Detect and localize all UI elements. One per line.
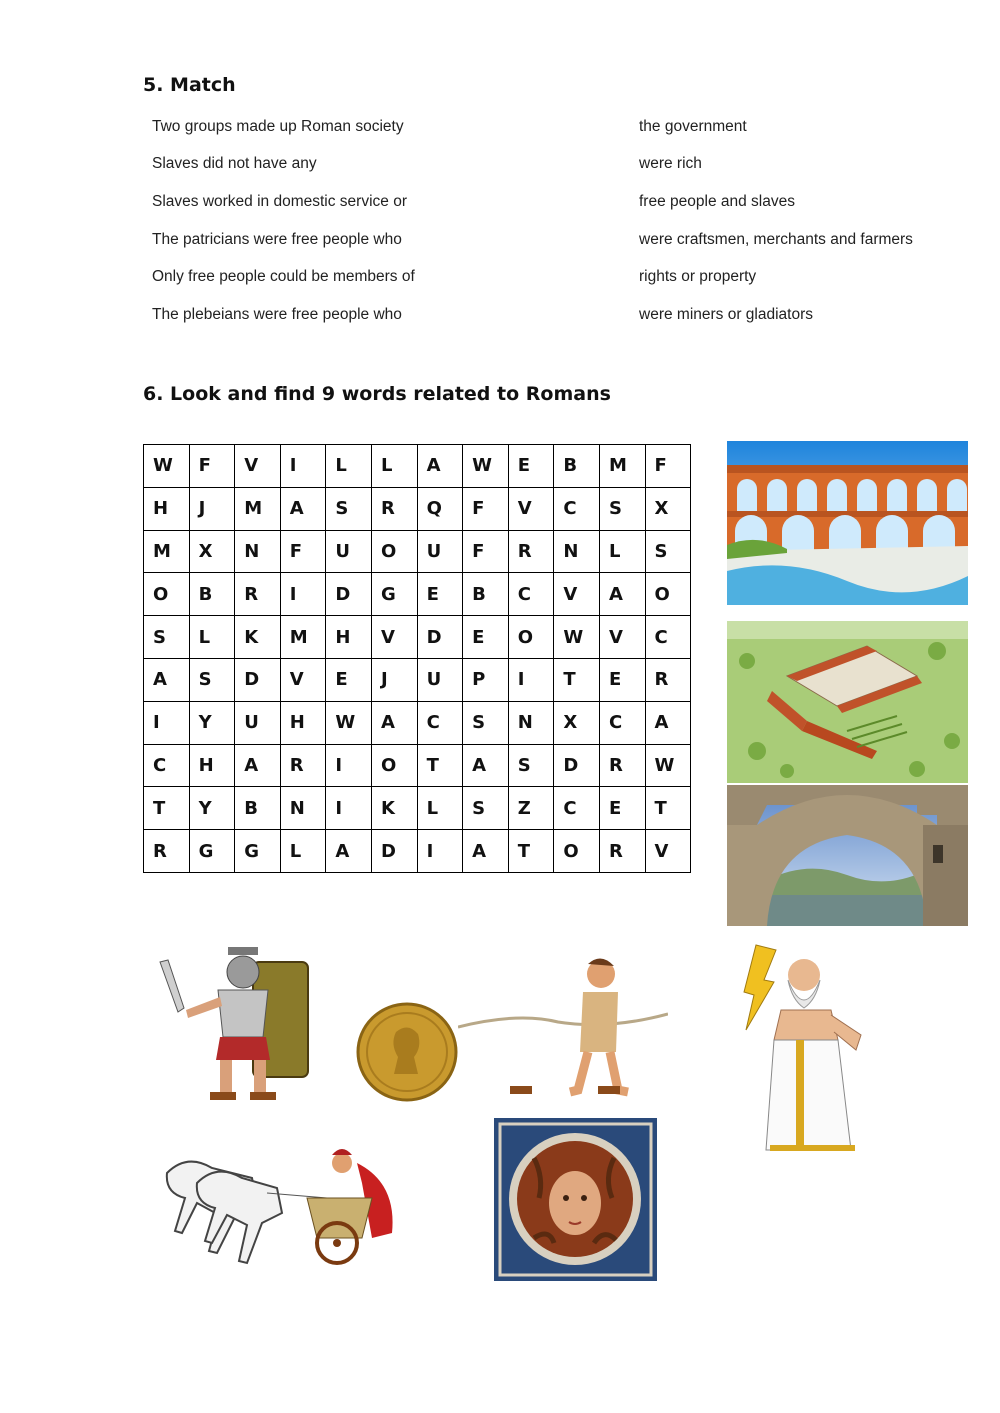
grid-row xyxy=(144,744,691,787)
grid-cell: G xyxy=(371,573,417,616)
grid-cell: V xyxy=(645,830,691,873)
grid-cell: S xyxy=(189,658,235,701)
grid-cell: E xyxy=(463,616,509,659)
grid-cell: A xyxy=(463,744,509,787)
grid-cell: X xyxy=(189,530,235,573)
grid-cell: L xyxy=(189,616,235,659)
match-right-item: free people and slaves xyxy=(639,193,795,210)
mosaic-image xyxy=(494,1118,657,1281)
grid-cell: I xyxy=(280,445,326,488)
grid-cell: F xyxy=(463,487,509,530)
grid-cell: C xyxy=(645,616,691,659)
grid-cell: X xyxy=(554,701,600,744)
grid-cell: J xyxy=(189,487,235,530)
grid-cell: V xyxy=(599,616,645,659)
grid-cell: V xyxy=(554,573,600,616)
grid-cell: S xyxy=(144,616,190,659)
grid-cell: F xyxy=(280,530,326,573)
grid-row xyxy=(144,530,691,573)
grid-cell: I xyxy=(326,744,372,787)
grid-cell: T xyxy=(554,658,600,701)
grid-cell: R xyxy=(235,573,281,616)
grid-cell: J xyxy=(371,658,417,701)
roman-bridge-image xyxy=(727,785,968,926)
grid-cell: V xyxy=(508,487,554,530)
grid-cell: C xyxy=(144,744,190,787)
grid-cell: V xyxy=(371,616,417,659)
grid-cell: S xyxy=(326,487,372,530)
match-right-item: were craftsmen, merchants and farmers xyxy=(639,231,913,248)
grid-cell: O xyxy=(508,616,554,659)
section-5-heading: 5. Match xyxy=(143,74,236,96)
grid-cell: R xyxy=(508,530,554,573)
grid-cell: X xyxy=(645,487,691,530)
grid-cell: T xyxy=(417,744,463,787)
grid-cell: R xyxy=(280,744,326,787)
grid-cell: E xyxy=(417,573,463,616)
grid-cell: Q xyxy=(417,487,463,530)
grid-cell: V xyxy=(280,658,326,701)
grid-cell: U xyxy=(235,701,281,744)
grid-cell: A xyxy=(280,487,326,530)
match-right-item: were miners or gladiators xyxy=(639,306,814,323)
grid-cell: I xyxy=(326,787,372,830)
grid-cell: Y xyxy=(189,701,235,744)
grid-cell: H xyxy=(189,744,235,787)
grid-cell: R xyxy=(599,830,645,873)
grid-cell: I xyxy=(280,573,326,616)
grid-cell: F xyxy=(645,445,691,488)
grid-cell: U xyxy=(326,530,372,573)
grid-cell: F xyxy=(189,445,235,488)
grid-cell: S xyxy=(599,487,645,530)
match-left-item: Slaves worked in domestic service or xyxy=(152,193,407,210)
grid-cell: K xyxy=(235,616,281,659)
grid-cell: I xyxy=(417,830,463,873)
grid-cell: A xyxy=(599,573,645,616)
slave-image xyxy=(458,952,668,1102)
grid-cell: T xyxy=(144,787,190,830)
match-left-item: Only free people could be members of xyxy=(152,268,415,285)
grid-cell: B xyxy=(463,573,509,616)
match-left-item: Slaves did not have any xyxy=(152,155,317,172)
grid-cell: V xyxy=(235,445,281,488)
grid-cell: H xyxy=(280,701,326,744)
grid-cell: B xyxy=(189,573,235,616)
grid-cell: O xyxy=(554,830,600,873)
grid-cell: M xyxy=(280,616,326,659)
grid-cell: L xyxy=(326,445,372,488)
grid-cell: E xyxy=(508,445,554,488)
grid-row xyxy=(144,701,691,744)
grid-cell: E xyxy=(599,787,645,830)
grid-cell: B xyxy=(554,445,600,488)
match-right-item: the government xyxy=(639,118,747,135)
grid-row xyxy=(144,658,691,701)
grid-cell: N xyxy=(235,530,281,573)
grid-cell: I xyxy=(144,701,190,744)
grid-cell: C xyxy=(599,701,645,744)
grid-cell: F xyxy=(463,530,509,573)
grid-cell: A xyxy=(235,744,281,787)
grid-cell: C xyxy=(417,701,463,744)
grid-cell: N xyxy=(554,530,600,573)
grid-cell: W xyxy=(554,616,600,659)
grid-cell: R xyxy=(371,487,417,530)
grid-cell: G xyxy=(189,830,235,873)
grid-cell: I xyxy=(508,658,554,701)
grid-row xyxy=(144,487,691,530)
grid-cell: N xyxy=(508,701,554,744)
grid-cell: A xyxy=(463,830,509,873)
grid-cell: L xyxy=(371,445,417,488)
grid-cell: L xyxy=(280,830,326,873)
grid-cell: S xyxy=(463,701,509,744)
grid-cell: A xyxy=(144,658,190,701)
grid-cell: B xyxy=(235,787,281,830)
grid-cell: U xyxy=(417,530,463,573)
grid-row xyxy=(144,830,691,873)
grid-cell: O xyxy=(371,744,417,787)
grid-cell: H xyxy=(144,487,190,530)
grid-cell: D xyxy=(417,616,463,659)
grid-row xyxy=(144,445,691,488)
grid-cell: R xyxy=(645,658,691,701)
grid-cell: C xyxy=(554,487,600,530)
jupiter-image xyxy=(726,940,878,1172)
grid-cell: L xyxy=(599,530,645,573)
grid-cell: U xyxy=(417,658,463,701)
grid-cell: C xyxy=(508,573,554,616)
grid-cell: D xyxy=(554,744,600,787)
grid-cell: M xyxy=(235,487,281,530)
grid-cell: S xyxy=(508,744,554,787)
roman-villa-image xyxy=(727,621,968,783)
grid-cell: W xyxy=(144,445,190,488)
grid-cell: E xyxy=(326,658,372,701)
grid-cell: W xyxy=(463,445,509,488)
grid-cell: M xyxy=(144,530,190,573)
grid-cell: G xyxy=(235,830,281,873)
grid-cell: K xyxy=(371,787,417,830)
grid-cell: E xyxy=(599,658,645,701)
grid-cell: D xyxy=(235,658,281,701)
grid-cell: Y xyxy=(189,787,235,830)
grid-cell: O xyxy=(144,573,190,616)
word-search-grid xyxy=(143,444,691,873)
match-left-item: The plebeians were free people who xyxy=(152,306,402,323)
grid-row xyxy=(144,573,691,616)
grid-row xyxy=(144,787,691,830)
grid-cell: A xyxy=(371,701,417,744)
match-right-item: rights or property xyxy=(639,268,757,285)
grid-cell: L xyxy=(417,787,463,830)
match-left-item: The patricians were free people who xyxy=(152,231,402,248)
grid-cell: Z xyxy=(508,787,554,830)
grid-cell: A xyxy=(326,830,372,873)
aqueduct-image xyxy=(727,441,968,605)
chariot-image xyxy=(157,1143,402,1275)
match-left-item: Two groups made up Roman society xyxy=(152,118,404,135)
grid-cell: S xyxy=(463,787,509,830)
grid-cell: C xyxy=(554,787,600,830)
gladiator-image xyxy=(158,942,328,1104)
section-6-heading: 6. Look and find 9 words related to Romans xyxy=(143,383,611,405)
grid-cell: D xyxy=(326,573,372,616)
grid-cell: W xyxy=(645,744,691,787)
gold-coin-image xyxy=(356,1002,458,1102)
grid-cell: M xyxy=(599,445,645,488)
grid-cell: P xyxy=(463,658,509,701)
grid-cell: R xyxy=(144,830,190,873)
grid-cell: O xyxy=(371,530,417,573)
grid-cell: N xyxy=(280,787,326,830)
grid-cell: T xyxy=(508,830,554,873)
match-right-item: were rich xyxy=(639,155,702,172)
grid-cell: A xyxy=(417,445,463,488)
grid-cell: W xyxy=(326,701,372,744)
grid-cell: D xyxy=(371,830,417,873)
grid-cell: H xyxy=(326,616,372,659)
grid-cell: R xyxy=(599,744,645,787)
grid-cell: T xyxy=(645,787,691,830)
grid-row xyxy=(144,616,691,659)
grid-cell: A xyxy=(645,701,691,744)
grid-cell: O xyxy=(645,573,691,616)
grid-cell: S xyxy=(645,530,691,573)
